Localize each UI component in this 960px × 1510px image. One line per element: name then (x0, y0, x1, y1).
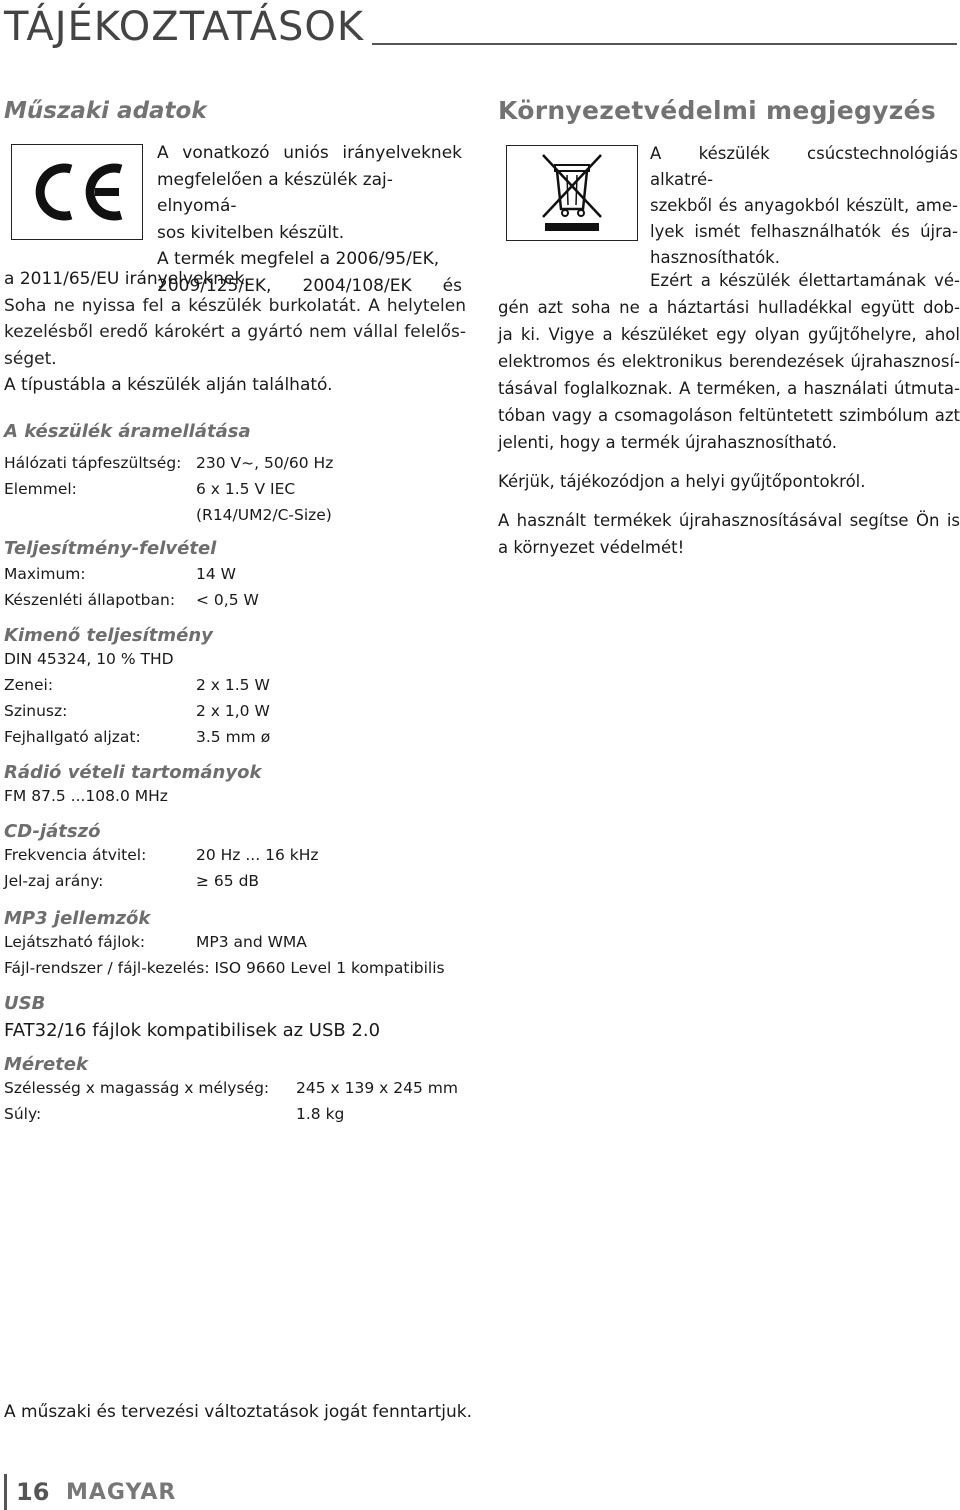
spec-value: < 0,5 W (196, 590, 259, 609)
spec-row (4, 561, 466, 587)
spec-row (4, 672, 466, 698)
warning-text (4, 293, 466, 373)
spec-value: 230 V~, 50/60 Hz (196, 453, 334, 472)
usb-text: FAT32/16 fájlok kompatibilisek az USB 2.0 (4, 1019, 381, 1041)
spec-row (4, 476, 466, 502)
typeplate-text: A típustábla a készülék alján található. (4, 375, 333, 395)
paragraph-line: elektromos és elektronikus berendezések újrahasznosí- (498, 352, 960, 371)
spec-text: Fájl-rendszer / fájl-kezelés: ISO 9660 Level 1 kompatibilis (4, 958, 445, 977)
ce-mark-box (11, 144, 143, 240)
spec-value: 1.8 kg (296, 1105, 345, 1123)
ce-line: sos kivitelben készült. (157, 222, 345, 243)
page-number: 16 (16, 1478, 50, 1506)
spec-text: FM 87.5 ...108.0 MHz (4, 786, 168, 805)
environment-heading: Környezetvédelmi megjegyzés (498, 96, 937, 125)
spec-row (4, 587, 466, 613)
ce-line: megfelelően a készülék zaj-elnyomá- (157, 169, 393, 216)
spec-value: 2 x 1,0 W (196, 701, 270, 720)
environment-paragraph (498, 267, 960, 456)
spec-label: Szélesség x magasság x mélység: (4, 1079, 270, 1097)
spec-label: Készenléti állapotban: (4, 590, 176, 609)
crossed-bin-icon (537, 153, 607, 233)
spec-label: Jel-zaj arány: (4, 871, 104, 890)
usb-heading: USB (4, 992, 46, 1014)
title-rule (372, 43, 957, 45)
warning-line: Soha ne nyissa fel a készülék burkolatát. A helytelen (4, 295, 466, 316)
directive-line: a 2011/65/EU irányelveknek. (4, 269, 250, 289)
weee-block (498, 141, 960, 267)
spec-line (4, 783, 466, 809)
consumption-heading: Teljesítmény-felvétel (4, 537, 217, 559)
ce-line: A vonatkozó uniós irányelveknek (157, 143, 462, 163)
spec-row (4, 929, 466, 955)
intro-line: A készülék csúcstechnológiás alkatré- (650, 144, 958, 189)
spec-row (4, 724, 466, 750)
spec-label: Zenei: (4, 675, 54, 694)
ce-line: 2009/125/EK, 2004/108/EK és (157, 275, 462, 296)
ce-mark-icon (27, 157, 127, 227)
environment-intro (650, 141, 958, 271)
spec-label: Lejátszható fájlok: (4, 932, 146, 951)
technical-data-column (4, 98, 466, 1127)
spec-label: Szinusz: (4, 701, 68, 720)
spec-value: 14 W (196, 564, 236, 583)
ce-line: A termék megfelel a 2006/95/EK, (157, 249, 440, 269)
power-heading: A készülék áramellátása (4, 420, 251, 442)
spec-row (4, 1075, 466, 1101)
footer-bar (4, 1474, 7, 1510)
spec-label: Súly: (4, 1105, 42, 1123)
spec-row (4, 502, 466, 528)
spec-value: MP3 and WMA (196, 932, 307, 951)
spec-label: Fejhallgató aljzat: (4, 727, 141, 746)
mp3-heading: MP3 jellemzők (4, 907, 151, 929)
spec-label: Hálózati tápfeszültség: (4, 453, 182, 472)
spec-line (4, 955, 466, 981)
spec-value: ≥ 65 dB (196, 871, 260, 890)
collection-point-text: Kérjük, tájékozódjon a helyi gyűjtőpontokról. (498, 472, 866, 491)
technical-data-heading: Műszaki adatok (4, 98, 207, 124)
paragraph-line: tóban vagy a csomagoláson feltüntetett szimbólum azt (498, 406, 960, 425)
spec-label: Frekvencia átvitel: (4, 845, 147, 864)
intro-line: hasznosíthatók. (650, 248, 780, 267)
output-heading: Kimenő teljesítmény (4, 624, 213, 646)
spec-value: (R14/UM2/C-Size) (196, 505, 332, 524)
paragraph-line: tásával foglalkoznak. A terméken, a használati útmuta- (498, 379, 960, 398)
warning-line: séget. (4, 348, 57, 369)
spec-row (4, 1101, 466, 1127)
weee-symbol-box (506, 145, 638, 241)
spec-value: 245 x 139 x 245 mm (296, 1079, 458, 1097)
spec-value: 2 x 1.5 W (196, 675, 270, 694)
warning-line: kezelésből eredő károkért a gyártó nem vállal felelős- (4, 322, 466, 342)
radio-heading: Rádió vételi tartományok (4, 761, 262, 783)
language-label: MAGYAR (66, 1480, 177, 1505)
change-notice: A műszaki és tervezési változtatások jogát fenntartjuk. (4, 1402, 472, 1422)
paragraph-line: Ezért a készülék élettartamának vé- (650, 271, 960, 290)
paragraph-line: A használt termékek újrahasznosításával segítse Ön is (498, 511, 960, 530)
spec-line (4, 646, 466, 672)
spec-value: 6 x 1.5 V IEC (196, 479, 296, 498)
paragraph-line: jelenti, hogy a termék újrahasznosítható. (498, 433, 838, 452)
spec-row (4, 842, 466, 868)
recycling-appeal (498, 507, 960, 561)
paragraph-line: ja ki. Vigye a készüléket egy olyan gyűjtőhelyre, ahol (498, 325, 960, 344)
paragraph-line: a környezet védelmét! (498, 538, 685, 557)
ce-text (157, 140, 462, 299)
intro-line: szekből és anyagokból készült, ame- (650, 196, 958, 215)
spec-text: DIN 45324, 10 % THD (4, 649, 174, 668)
paragraph-line: gén azt soha ne a háztartási hulladékkal együtt dob- (498, 298, 960, 317)
spec-row (4, 698, 466, 724)
spec-row (4, 450, 466, 476)
dimensions-heading: Méretek (4, 1054, 88, 1075)
page-title: TÁJÉKOZTATÁSOK (4, 4, 365, 50)
spec-label: Maximum: (4, 564, 86, 583)
spec-value: 3.5 mm ø (196, 727, 271, 746)
intro-line: lyek ismét felhasználhatók és újra- (650, 222, 958, 241)
spec-row (4, 868, 466, 894)
environment-column (498, 96, 960, 561)
cd-heading: CD-játszó (4, 820, 101, 842)
spec-label: Elemmel: (4, 479, 77, 498)
spec-value: 20 Hz ... 16 kHz (196, 845, 319, 864)
